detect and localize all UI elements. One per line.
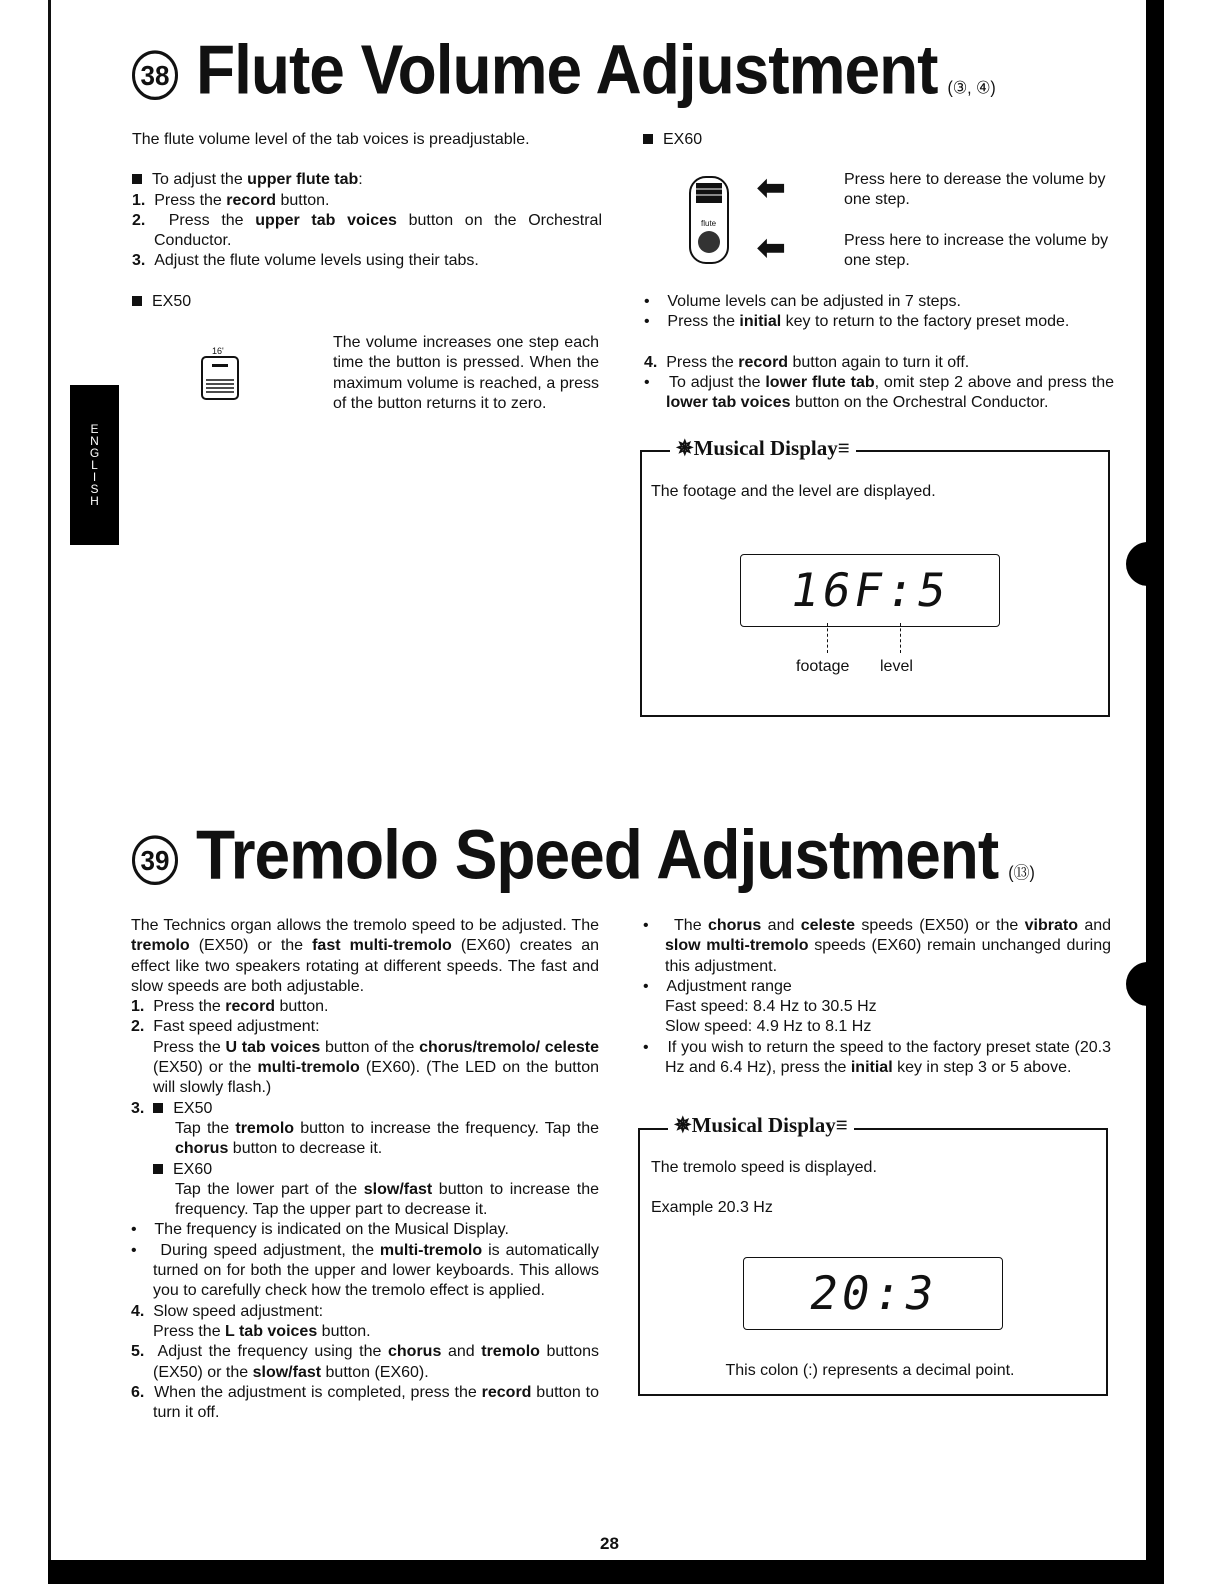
section-ref: (⑬) bbox=[1008, 864, 1035, 883]
level-pointer-line bbox=[900, 623, 901, 653]
square-bullet-icon bbox=[643, 134, 653, 144]
ex50-tab-icon bbox=[201, 356, 241, 402]
intro: The Technics organ allows the tremolo speed to be adjusted. The tremolo (EX50) or the fast multi-tremolo (EX60) creates an effect like two speakers rotating at different speeds. The fast and slow speeds are both adjustable. bbox=[131, 917, 599, 995]
bullet-multi-tremolo: • During speed adjustment, the multi-tremolo is automatically turned on for both the upper and lower keyboards. This allows you to carefully check how the tremolo effect is applied. bbox=[131, 1241, 599, 1300]
section-title: Tremolo Speed Adjustment bbox=[196, 815, 999, 894]
bullet-volume-steps: • Volume levels can be adjusted in 7 steps. bbox=[644, 293, 961, 310]
step-6: 6. When the adjustment is completed, press the record button to turn it off. bbox=[131, 1383, 599, 1422]
binding-notch bbox=[1126, 962, 1148, 1006]
ex60-decrease-text: Press here to derease the volume by one step. bbox=[844, 171, 1106, 209]
lcd-display-footage: 16F:5 bbox=[740, 554, 1000, 627]
label-footage: footage bbox=[796, 658, 850, 675]
arrow-left-icon: ⬅ bbox=[757, 169, 786, 207]
language-tab: E N G L I S H bbox=[70, 385, 119, 545]
bullet-frequency: • The frequency is indicated on the Musical Display. bbox=[131, 1221, 509, 1239]
ex60-increase-text: Press here to increase the volume by one step. bbox=[844, 232, 1109, 270]
page-border-right bbox=[1146, 0, 1164, 1584]
step-5: 5. Adjust the frequency using the chorus and tremolo buttons (EX50) or the slow/fast button (EX60). bbox=[131, 1343, 599, 1381]
footage-pointer-line bbox=[827, 623, 828, 653]
display-example: Example 20.3 Hz bbox=[651, 1199, 773, 1216]
display-text: The tremolo speed is displayed. bbox=[651, 1159, 877, 1176]
step-4-body: Press the L tab voices button. bbox=[153, 1322, 371, 1340]
section-38-heading bbox=[132, 32, 996, 127]
step-1: 1. Press the record button. bbox=[131, 998, 329, 1016]
bullet-lower-flute: • To adjust the lower flute tab, omit step 2 above and press the lower tab voices button on the Orchestral Conductor. bbox=[644, 373, 1115, 412]
bullet-unchanged: • The chorus and celeste speeds (EX50) or the vibrato and slow multi-tremolo speeds (EX60) remain unchanged during this adjustment. bbox=[643, 917, 1112, 975]
bullet-initial-key: • Press the initial key to return to the factory preset mode. bbox=[644, 313, 1070, 331]
step-4-heading: 4. Slow speed adjustment: bbox=[131, 1302, 324, 1320]
square-bullet-icon bbox=[132, 296, 142, 306]
section-38-left-column bbox=[132, 130, 602, 312]
ex50-text: The volume increases one step each time the button is pressed. When the maximum volume is reached, a press of the button returns it to zero. bbox=[333, 334, 599, 412]
step-3: 3. Adjust the flute volume levels using their tabs. bbox=[132, 252, 479, 270]
square-bullet-icon bbox=[153, 1103, 163, 1113]
ex50-tab-label: 16' bbox=[212, 346, 224, 356]
section-title: Flute Volume Adjustment bbox=[196, 30, 938, 109]
section-38-right-list bbox=[644, 292, 1114, 413]
ex60-flute-label: flute bbox=[701, 219, 717, 228]
section-ref: (③, ④) bbox=[947, 79, 996, 98]
step-2-body: Press the U tab voices button of the chorus/tremolo/ celeste (EX50) or the multi-tremolo (EX60). (The LED on the button will slowly flash.) bbox=[153, 1038, 600, 1097]
display-text: The footage and the level are displayed. bbox=[651, 483, 936, 500]
display-note: This colon (:) represents a decimal point. bbox=[725, 1362, 1015, 1379]
step-1: 1. Press the record button. bbox=[132, 191, 330, 209]
ex60-heading: EX60 bbox=[643, 130, 1113, 150]
page-border-left bbox=[48, 0, 51, 1584]
section-39-right-column bbox=[643, 916, 1111, 1078]
label-level: level bbox=[880, 658, 913, 675]
step-3-ex60-body: Tap the lower part of the slow/fast button to increase the frequency. Tap the upper part to decrease it. bbox=[175, 1180, 599, 1219]
step-3-ex60-heading: EX60 bbox=[131, 1160, 599, 1180]
range-fast: Fast speed: 8.4 Hz to 30.5 Hz bbox=[665, 998, 877, 1016]
musical-display-title: ✵Musical Display≡ bbox=[670, 436, 856, 461]
step-2-heading: 2. Fast speed adjustment: bbox=[131, 1018, 320, 1036]
range-slow: Slow speed: 4.9 Hz to 8.1 Hz bbox=[665, 1018, 872, 1036]
section-39-left-column bbox=[131, 916, 599, 1423]
binding-notch bbox=[1126, 542, 1148, 586]
ex50-heading: EX50 bbox=[132, 292, 602, 312]
bullet-range: • Adjustment range bbox=[643, 977, 792, 995]
section-number: 38 bbox=[132, 50, 178, 100]
arrow-left-icon: ⬅ bbox=[757, 229, 786, 267]
section-number: 39 bbox=[132, 835, 178, 885]
musical-display-title: ✵Musical Display≡ bbox=[668, 1113, 854, 1138]
square-bullet-icon bbox=[153, 1164, 163, 1174]
square-bullet-icon bbox=[132, 174, 142, 184]
lcd-display-tremolo: 20:3 bbox=[743, 1257, 1003, 1330]
intro: The flute volume level of the tab voices is preadjustable. bbox=[132, 131, 530, 148]
section-39-heading bbox=[132, 817, 1035, 912]
bullet-preset: • If you wish to return the speed to the factory preset state (20.3 Hz and 6.4 Hz), press the initial key in step 3 or 5 above. bbox=[643, 1038, 1111, 1077]
step-4: 4. Press the record button again to turn it off. bbox=[644, 353, 970, 371]
upper-heading: To adjust the upper flute tab: bbox=[132, 170, 602, 190]
step-3-ex50-heading: 3. EX50 bbox=[131, 1099, 213, 1117]
page-number: 28 bbox=[600, 1534, 619, 1553]
step-3-ex50-body: Tap the tremolo button to increase the frequency. Tap the chorus button to decrease it. bbox=[175, 1119, 600, 1158]
step-2: 2. Press the upper tab voices button on the Orchestral Conductor. bbox=[132, 211, 603, 250]
page-border-bottom bbox=[48, 1560, 1164, 1584]
